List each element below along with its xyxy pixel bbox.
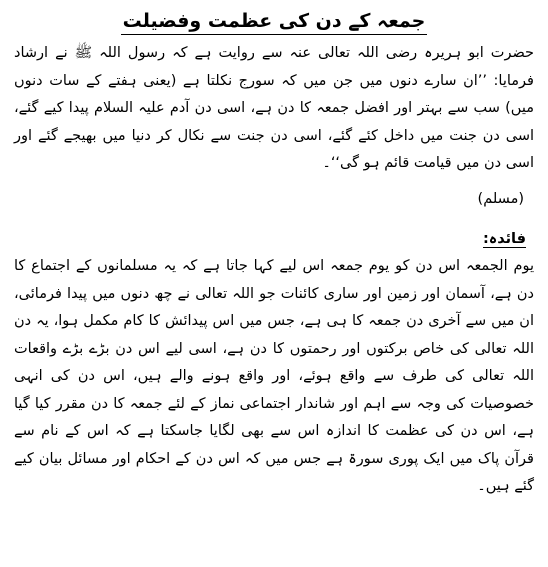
hadith-source: (مسلم) (477, 190, 524, 207)
page-title (14, 8, 534, 34)
page-title-text: جمعہ کے دن کی عظمت وفضیلت (121, 10, 428, 35)
faida-heading-text: فائدہ: (482, 231, 526, 247)
faida-paragraph: یوم الجمعہ اس دن کو یوم جمعہ اس لیے کہا جاتا ہے کہ یہ مسلمانوں کے اجتماع کا دن ہے، آسمان اور زمین اور ساری کائنات جو اللہ تعالی نے چھ دنوں میں پیدا فرمائی، ان میں سے آخری دن جمعہ کا ہی ہے، جس میں اس پیدائش کا کام مکمل ہوا، یہ دن اللہ تعالی کی خاص برکتوں اور رحمتوں کا دن ہے، اسی لیے اس دن بڑے بڑے واقعات اللہ تعالی کی طرف سے واقع ہوئے، اور واقع ہونے والے ہیں، اس دن کی انہی خصوصیات کی وجہ سے اہم اور شاندار اجتماعی نماز کے لئے جمعہ کا دن مقرر کیا گیا ہے، اس دن کی عظمت کا اندازہ اس سے بھی لگایا جاسکتا ہے کہ اس کے نام سے قرآن پاک میں ایک پوری سورۃ ہے جس میں کہ اس دن کے احکام اور مسائل بیان کیے گئے ہیں۔ (14, 258, 534, 494)
faida-heading (14, 227, 526, 251)
hadith-paragraph: حضرت ابو ہریرہ رضی اللہ تعالی عنہ سے روایت ہے کہ رسول اللہ ﷺ نے ارشاد فرمایا: ’’ان سارے دنوں میں جن میں کہ سورج نکلتا ہے (یعنی ہفتے کے سات دنوں میں) سب سے بہتر اور افضل جمعہ کا دن ہے، اسی دن آدم علیہ السلام پیدا کیے گئے، اسی دن جنت میں داخل کئے گئے، اسی دن جنت سے نکال کر دنیا میں بھیجے گئے اور اسی دن میں قیامت قائم ہو گی‘‘۔ (14, 45, 534, 171)
